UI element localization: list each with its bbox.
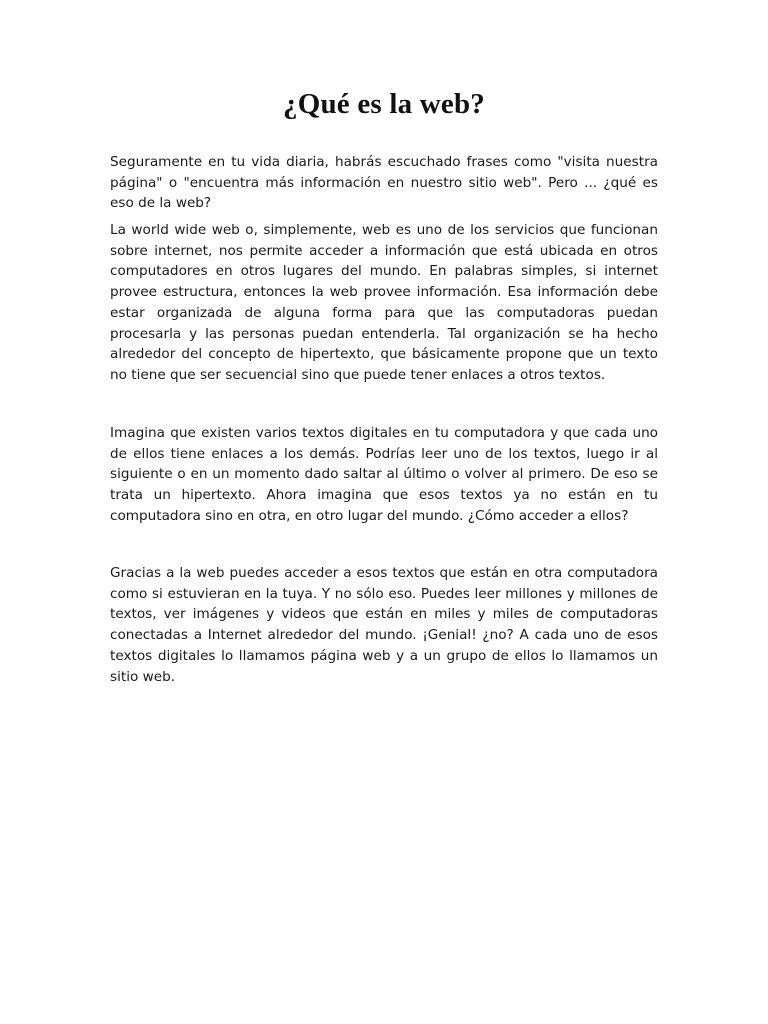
paragraph-hypertext-example: Imagina que existen varios textos digitales en tu computadora y que cada uno de ellos tiene enlaces a los demás. Podrías leer uno de los textos, luego ir al siguiente o en un momento dado saltar al último o volver al primero. De eso se trata un hipertexto. Ahora imagina que esos textos ya no están en tu computadora sino en otra, en otro lugar del mundo. ¿Cómo acceder a ellos?: [110, 425, 658, 524]
paragraph-www-definition: La world wide web o, simplemente, web es uno de los servicios que funcionan sobre internet, nos permite acceder a información que está ubicada en otros computadores en otros lugares del mundo. En palabras simples, si internet provee estructura, entonces la web provee información. Esa información debe estar organizada de alguna forma para que las computadoras puedan procesarla y las personas puedan entenderla. Tal organización se ha hecho alrededor del concepto de hipertexto, que básicamente propone que un texto no tiene que ser secuencial sino que puede tener enlaces a otros textos.: [110, 222, 658, 383]
paragraph-web-access: Gracias a la web puedes acceder a esos textos que están en otra computadora como si estuvieran en la tuya. Y no sólo eso. Puedes leer millones y millones de textos, ver imágenes y videos que están en miles y miles de computadoras conectadas a Internet alrededor del mundo. ¡Genial! ¿no? A cada uno de esos textos digitales lo llamamos página web y a un grupo de ellos lo llamamos un sitio web.: [110, 565, 658, 685]
paragraph-intro: Seguramente en tu vida diaria, habrás escuchado frases como "visita nuestra página" o "encuentra más información en nuestro sitio web". Pero ... ¿qué es eso de la web?: [110, 154, 658, 212]
document-title: ¿Qué es la web?: [283, 88, 485, 120]
